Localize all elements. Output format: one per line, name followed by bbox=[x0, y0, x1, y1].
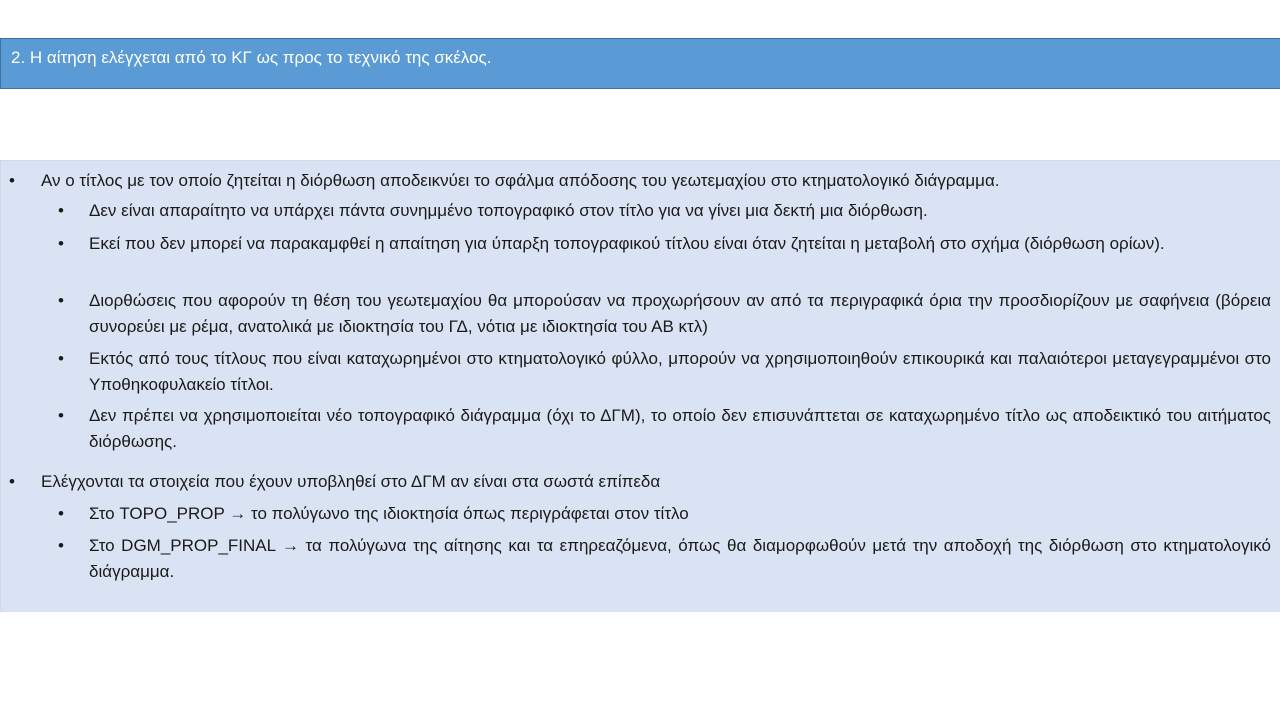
bullet-text: Ελέγχονται τα στοιχεία που έχουν υποβληθεί στο ΔΓΜ αν είναι στα σωστά επίπεδα bbox=[41, 472, 661, 491]
bullet-icon: • bbox=[58, 234, 64, 253]
bullet-icon: • bbox=[58, 201, 64, 220]
content-panel bbox=[0, 160, 1280, 612]
sub-bullet-text: Δεν πρέπει να χρησιμοποιείται νέο τοπογραφικό διάγραμμα (όχι το ΔΓΜ), το οποίο δεν επισυνάπτεται σε καταχωρημένο τίτλο ως αποδεικτικό του αιτήματος διόρθωσης. bbox=[89, 406, 1271, 451]
bullet-icon: • bbox=[9, 472, 15, 491]
sub-bullet-text: Στο DGM_PROP_FINAL → τα πολύγωνα της αίτησης και τα επηρεαζόμενα, όπως θα διαμορφωθούν μετά την αποδοχή της διόρθωση στο κτηματολογικό διάγραμμα. bbox=[89, 536, 1271, 581]
bullet-icon: • bbox=[9, 171, 15, 190]
slide-title: 2. Η αίτηση ελέγχεται από το ΚΓ ως προς το τεχνικό της σκέλος. bbox=[11, 48, 492, 67]
bullet-icon: • bbox=[58, 536, 64, 555]
bullet-text: Αν ο τίτλος με τον οποίο ζητείται η διόρθωση αποδεικνύει το σφάλμα απόδοσης του γεωτεμαχίου στο κτηματολογικό διάγραμμα. bbox=[41, 171, 1000, 190]
bullet-icon: • bbox=[58, 504, 64, 523]
sub-bullet-text: Εκτός από τους τίτλους που είναι καταχωρημένοι στο κτηματολογικό φύλλο, μπορούν να χρησιμοποιηθούν επικουρικά και παλαιότεροι μεταγεγραμμένοι στο Υποθηκοφυλακείο τίτλοι. bbox=[89, 349, 1271, 394]
bullet-icon: • bbox=[58, 349, 64, 368]
bullet-icon: • bbox=[58, 291, 64, 310]
sub-bullet-text: Εκεί που δεν μπορεί να παρακαμφθεί η απαίτηση για ύπαρξη τοπογραφικού τίτλου είναι όταν ζητείται η μεταβολή στο σχήμα (διόρθωση ορίων). bbox=[89, 234, 1165, 253]
bullet-icon: • bbox=[58, 406, 64, 425]
sub-bullet-text: Διορθώσεις που αφορούν τη θέση του γεωτεμαχίου θα μπορούσαν να προχωρήσουν αν από τα περιγραφικά όρια την προσδιορίζουν με σαφήνεια (βόρεια συνορεύει με ρέμα, ανατολικά με ιδιοκτησία του ΓΔ, νότια με ιδιοκτησία του ΑΒ κτλ) bbox=[89, 291, 1271, 336]
sub-bullet-text: Στο TOPO_PROP → το πολύγωνο της ιδιοκτησία όπως περιγράφεται στον τίτλο bbox=[89, 504, 689, 523]
slide-title-bar bbox=[0, 38, 1280, 89]
sub-bullet-text: Δεν είναι απαραίτητο να υπάρχει πάντα συνημμένο τοπογραφικό στον τίτλο για να γίνει μια δεκτή μια διόρθωση. bbox=[89, 201, 928, 220]
